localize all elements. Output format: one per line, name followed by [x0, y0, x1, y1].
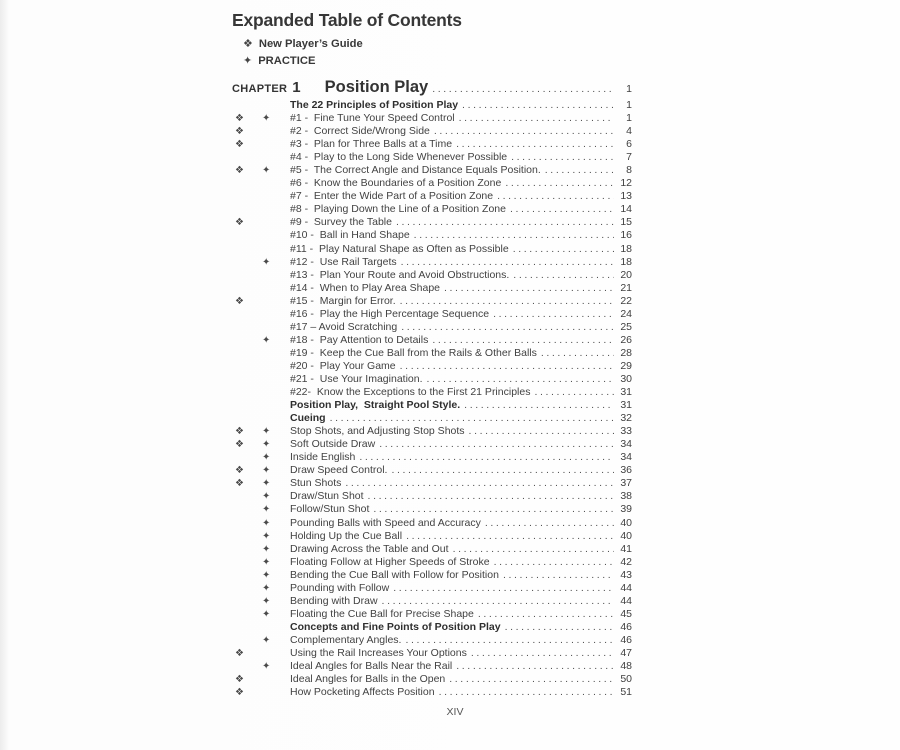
dot-leader [330, 412, 614, 425]
toc-entry-title: #21 - Use Your Imagination. [290, 372, 423, 385]
dot-leader [368, 490, 614, 503]
toc-entry-title: #8 - Playing Down the Line of a Position Zone [290, 203, 506, 216]
toc-page-number: 31 [620, 399, 632, 412]
toc-page-number: 21 [620, 281, 632, 294]
practice-star-icon: ✦ [262, 582, 271, 594]
toc-row [232, 503, 632, 516]
toc-page-number: 44 [620, 594, 632, 607]
toc-row [232, 582, 632, 595]
toc-row [232, 164, 632, 177]
guide-diamond-icon: ❖ [235, 478, 244, 490]
dot-leader [400, 360, 614, 373]
practice-star-icon: ✦ [262, 608, 271, 620]
chapter-label: CHAPTER [232, 83, 288, 95]
toc-entry-title: Holding Up the Cue Ball [290, 529, 403, 542]
dot-leader [511, 151, 614, 164]
toc-entry-title: Draw/Stun Shot [290, 490, 364, 503]
dot-leader [471, 647, 614, 660]
practice-star-icon: ✦ [262, 504, 271, 516]
toc-row [232, 386, 632, 399]
legend-new-players-guide [243, 36, 632, 53]
toc-page-number: 40 [620, 516, 632, 529]
toc-row [232, 177, 632, 190]
toc-page-number: 42 [620, 555, 632, 568]
toc-entry-title: #3 - Plan for Three Balls at a Time [290, 138, 453, 151]
toc-entry-title: Stop Shots, and Adjusting Stop Shots [290, 425, 465, 438]
dot-leader [406, 530, 614, 543]
guide-diamond-icon: ❖ [235, 439, 244, 451]
practice-star-icon: ✦ [262, 478, 271, 490]
toc-row [232, 282, 632, 295]
toc-page-number: 22 [620, 294, 632, 307]
toc-page-number: 48 [620, 660, 632, 673]
toc-page-number: 36 [620, 464, 632, 477]
toc-entry-title: #12 - Use Rail Targets [290, 255, 397, 268]
toc-row [232, 543, 632, 556]
toc-entry-title: #4 - Play to the Long Side Whenever Possible [290, 151, 508, 164]
toc-entry-title: Draw Speed Control. [290, 464, 388, 477]
toc-row [232, 673, 632, 686]
dot-leader [510, 203, 614, 216]
dot-leader [345, 477, 614, 490]
dot-leader [405, 634, 614, 647]
chapter-page-number: 1 [626, 83, 632, 95]
dot-leader [393, 582, 614, 595]
practice-star-icon: ✦ [262, 556, 271, 568]
toc-entry-title: #11 - Play Natural Shape as Often as Possible [290, 242, 509, 255]
toc-entry-title: Soft Outside Draw [290, 438, 376, 451]
toc-page-number: 50 [620, 673, 632, 686]
toc-row [232, 517, 632, 530]
toc-entry-title: Floating the Cue Ball for Precise Shape [290, 607, 474, 620]
toc-entry-title: #7 - Enter the Wide Part of a Position Zone [290, 190, 494, 203]
toc-page-number: 1 [626, 99, 632, 111]
toc-page-number: 46 [620, 633, 632, 646]
toc-row [232, 190, 632, 203]
toc-row [232, 425, 632, 438]
toc-row [232, 373, 632, 386]
practice-star-icon: ✦ [262, 569, 271, 581]
toc-row [232, 490, 632, 503]
toc-page-number: 32 [620, 412, 632, 425]
legend-practice [243, 53, 632, 70]
toc-entry-title: #2 - Correct Side/Wrong Side [290, 125, 430, 138]
toc-entry-title: #19 - Keep the Cue Ball from the Rails & Other Balls [290, 346, 537, 359]
toc-page-number: 7 [626, 151, 632, 164]
dot-leader [505, 621, 614, 634]
practice-star-icon: ✦ [262, 491, 271, 503]
dot-leader [462, 99, 614, 112]
guide-diamond-icon: ❖ [235, 295, 244, 307]
toc-page-number: 47 [620, 646, 632, 659]
dot-leader [391, 464, 614, 477]
toc-page-number: 16 [620, 229, 632, 242]
toc-row [232, 621, 632, 634]
toc-entry-title: #1 - Fine Tune Your Speed Control [290, 112, 455, 125]
dot-leader [478, 608, 614, 621]
toc-row [232, 686, 632, 699]
toc-page-number: 8 [626, 164, 632, 177]
dot-leader [459, 112, 614, 125]
dot-leader [401, 256, 614, 269]
toc-entry-title: #17 – Avoid Scratching [290, 320, 398, 333]
toc-entry-title: #22- Know the Exceptions to the First 21 Principles [290, 386, 531, 399]
toc-page-number: 43 [620, 568, 632, 581]
toc-page-number: 26 [620, 333, 632, 346]
toc-row [232, 438, 632, 451]
toc-entry-title: #6 - Know the Boundaries of a Position Zone [290, 177, 502, 190]
legend [243, 36, 632, 70]
toc-page-number: 28 [620, 346, 632, 359]
toc-page-number: 24 [620, 307, 632, 320]
practice-star-icon: ✦ [262, 439, 271, 451]
dot-leader [401, 321, 614, 334]
toc-list [232, 99, 632, 699]
dot-leader [400, 295, 614, 308]
chapter-title: Position Play [324, 78, 429, 96]
toc-row [232, 99, 632, 112]
toc-row [232, 569, 632, 582]
toc-page-number: 40 [620, 529, 632, 542]
toc-entry-title: Stun Shots [290, 477, 342, 490]
practice-star-icon: ✦ [243, 55, 253, 67]
toc-entry-title: #10 - Ball in Hand Shape [290, 229, 410, 242]
toc-row [232, 334, 632, 347]
toc-page-number: 15 [620, 216, 632, 229]
toc-entry-title: #9 - Survey the Table [290, 216, 392, 229]
guide-diamond-icon: ❖ [235, 113, 244, 125]
dot-leader [379, 438, 614, 451]
practice-star-icon: ✦ [262, 517, 271, 529]
toc-page-number: 12 [620, 177, 632, 190]
toc-page-number: 20 [620, 268, 632, 281]
guide-diamond-icon: ❖ [235, 217, 244, 229]
dot-leader [464, 399, 614, 412]
practice-star-icon: ✦ [262, 334, 271, 346]
dot-leader [469, 425, 614, 438]
toc-content-column [232, 10, 632, 699]
toc-page-number: 14 [620, 203, 632, 216]
toc-row [232, 477, 632, 490]
toc-entry-title: #15 - Margin for Error. [290, 294, 396, 307]
dot-leader [497, 190, 614, 203]
guide-diamond-icon: ❖ [235, 687, 244, 699]
practice-star-icon: ✦ [262, 530, 271, 542]
guide-diamond-icon: ❖ [235, 674, 244, 686]
toc-page-number: 41 [620, 542, 632, 555]
toc-row [232, 530, 632, 543]
chapter-number: 1 [292, 79, 301, 96]
toc-row [232, 125, 632, 138]
dot-leader [444, 282, 614, 295]
toc-entry-title: How Pocketing Affects Position [290, 686, 435, 699]
practice-star-icon: ✦ [262, 543, 271, 555]
dot-leader [449, 673, 614, 686]
toc-page-number: 18 [620, 242, 632, 255]
toc-entry-title: Concepts and Fine Points of Position Play [290, 620, 501, 633]
legend-practice-label: PRACTICE [258, 55, 316, 67]
practice-star-icon: ✦ [262, 452, 271, 464]
toc-row [232, 203, 632, 216]
toc-row [232, 295, 632, 308]
toc-row [232, 647, 632, 660]
folio-page-number: XIV [446, 706, 464, 718]
practice-star-icon: ✦ [262, 113, 271, 125]
dot-leader [485, 517, 614, 530]
legend-guide-label: New Player’s Guide [258, 38, 363, 50]
toc-page-number: 25 [620, 320, 632, 333]
toc-page-number: 31 [620, 386, 632, 399]
dot-leader [505, 177, 614, 190]
toc-row [232, 660, 632, 673]
toc-row [232, 216, 632, 229]
toc-page-number: 34 [620, 438, 632, 451]
dot-leader [545, 164, 614, 177]
toc-entry-title: Floating Follow at Higher Speeds of Stroke [290, 555, 490, 568]
dot-leader [493, 308, 614, 321]
toc-page-number: 51 [620, 686, 632, 699]
practice-star-icon: ✦ [262, 465, 271, 477]
dot-leader [427, 373, 614, 386]
toc-row [232, 347, 632, 360]
guide-diamond-icon: ❖ [243, 38, 253, 50]
dot-leader [456, 660, 614, 673]
dot-leader [414, 229, 614, 242]
toc-entry-title: Drawing Across the Table and Out [290, 542, 449, 555]
toc-row [232, 451, 632, 464]
dot-leader [359, 451, 614, 464]
toc-page-number: 18 [620, 255, 632, 268]
toc-page-number: 1 [626, 112, 632, 125]
guide-diamond-icon: ❖ [235, 465, 244, 477]
toc-entry-title: Ideal Angles for Balls in the Open [290, 673, 446, 686]
toc-entry-title: #5 - The Correct Angle and Distance Equals Position. [290, 164, 541, 177]
practice-star-icon: ✦ [262, 595, 271, 607]
dot-leader [453, 543, 614, 556]
guide-diamond-icon: ❖ [235, 139, 244, 151]
dot-leader [373, 503, 614, 516]
dot-leader [513, 269, 614, 282]
dot-leader [432, 334, 614, 347]
dot-leader [396, 216, 614, 229]
toc-entry-title: Ideal Angles for Balls Near the Rail [290, 660, 453, 673]
guide-diamond-icon: ❖ [235, 165, 244, 177]
dot-leader [382, 595, 614, 608]
dot-leader [439, 686, 614, 699]
toc-page-number: 37 [620, 477, 632, 490]
toc-row [232, 556, 632, 569]
toc-row [232, 308, 632, 321]
dot-leader [534, 386, 614, 399]
toc-row [232, 269, 632, 282]
toc-entry-title: Bending with Draw [290, 594, 378, 607]
toc-row [232, 608, 632, 621]
practice-star-icon: ✦ [262, 426, 271, 438]
toc-page-number: 38 [620, 490, 632, 503]
toc-page-number: 46 [620, 620, 632, 633]
toc-row [232, 138, 632, 151]
toc-row [232, 229, 632, 242]
toc-entry-title: #13 - Plan Your Route and Avoid Obstructions. [290, 268, 510, 281]
toc-page-number: 30 [620, 372, 632, 385]
toc-entry-title: #16 - Play the High Percentage Sequence [290, 307, 490, 320]
toc-entry-title: Inside English [290, 451, 356, 464]
toc-entry-title: Pounding with Follow [290, 581, 390, 594]
toc-entry-title: #18 - Pay Attention to Details [290, 333, 429, 346]
dot-leader [513, 243, 614, 256]
dot-leader [434, 125, 614, 138]
toc-row [232, 256, 632, 269]
toc-entry-title: #14 - When to Play Area Shape [290, 281, 441, 294]
dot-leader [541, 347, 614, 360]
toc-entry-title: Position Play, Straight Pool Style. [290, 399, 461, 412]
practice-star-icon: ✦ [262, 256, 271, 268]
toc-page-number: 45 [620, 607, 632, 620]
toc-entry-title: #20 - Play Your Game [290, 359, 396, 372]
guide-diamond-icon: ❖ [235, 426, 244, 438]
toc-page-number: 39 [620, 503, 632, 516]
dot-leader [456, 138, 614, 151]
toc-page-number: 6 [626, 138, 632, 151]
toc-row [232, 321, 632, 334]
toc-page-number: 13 [620, 190, 632, 203]
toc-page-number: 34 [620, 451, 632, 464]
practice-star-icon: ✦ [262, 661, 271, 673]
toc-entry-title: Using the Rail Increases Your Options [290, 646, 467, 659]
toc-row [232, 412, 632, 425]
guide-diamond-icon: ❖ [235, 647, 244, 659]
toc-row [232, 595, 632, 608]
toc-row [232, 634, 632, 647]
toc-entry-title: Complementary Angles. [290, 633, 402, 646]
toc-entry-title: Cueing [290, 412, 326, 425]
dot-leader [494, 556, 614, 569]
page-title: Expanded Table of Contents [232, 10, 462, 30]
toc-row [232, 151, 632, 164]
toc-page-number: 29 [620, 359, 632, 372]
toc-entry-title: Bending the Cue Ball with Follow for Position [290, 568, 499, 581]
toc-page-number: 33 [620, 425, 632, 438]
guide-diamond-icon: ❖ [235, 126, 244, 138]
practice-star-icon: ✦ [262, 634, 271, 646]
toc-row [232, 360, 632, 373]
toc-page-number: 4 [626, 125, 632, 138]
toc-page-number: 44 [620, 581, 632, 594]
toc-row [232, 464, 632, 477]
chapter-heading [232, 78, 632, 99]
toc-row [232, 243, 632, 256]
toc-row [232, 399, 632, 412]
toc-row [232, 112, 632, 125]
dot-leader [432, 79, 614, 97]
toc-entry-title: Follow/Stun Shot [290, 503, 370, 516]
toc-entry-title: Pounding Balls with Speed and Accuracy [290, 516, 481, 529]
dot-leader [503, 569, 614, 582]
toc-entry-title: The 22 Principles of Position Play [290, 99, 459, 111]
practice-star-icon: ✦ [262, 165, 271, 177]
